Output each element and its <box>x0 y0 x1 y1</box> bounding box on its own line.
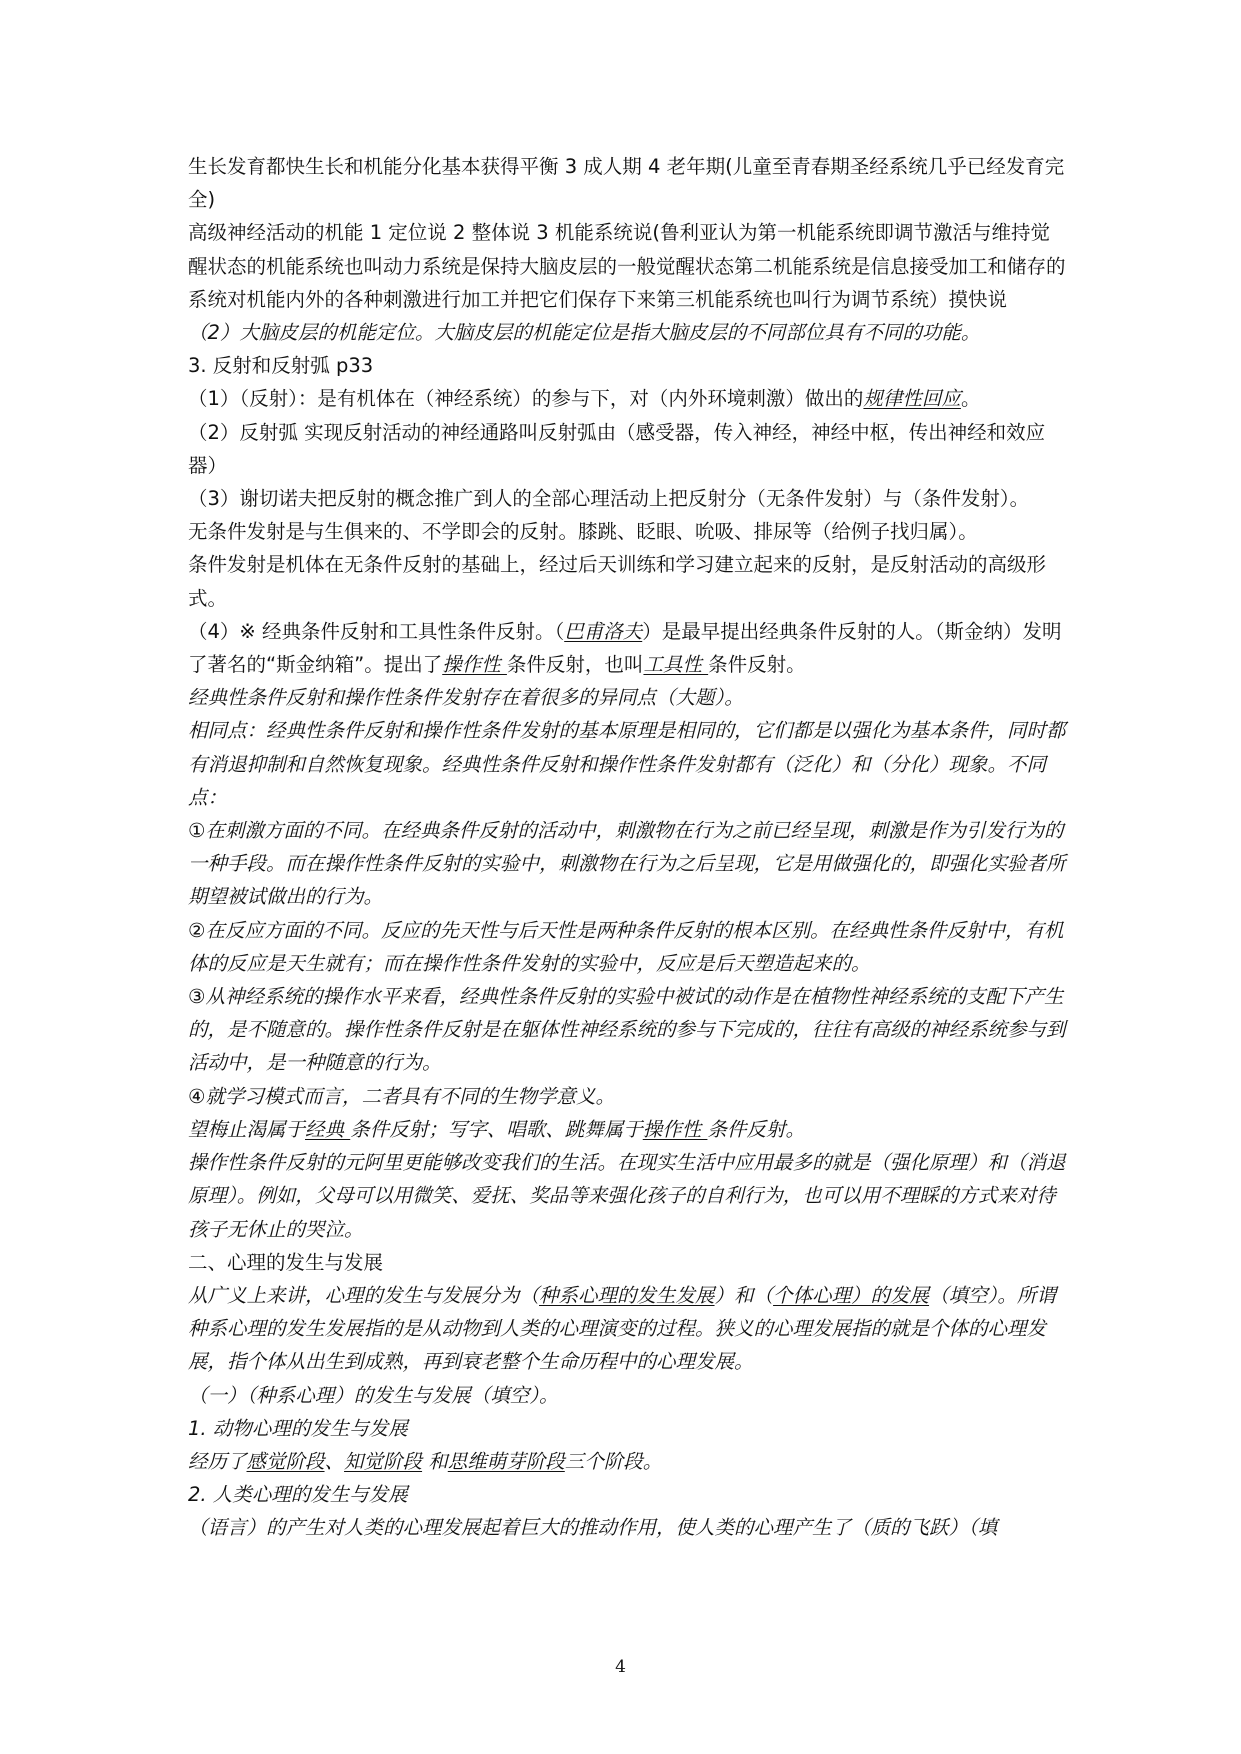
underlined-text: 操作性 <box>642 1117 708 1141</box>
text-run: （3）谢切诺夫把反射的概念推广到人的全部心理活动上把反射分（无条件发射）与（条件发射）。 <box>188 487 1030 511</box>
underlined-text: 规律性回应 <box>863 387 961 411</box>
text-run: 经典性条件反射和操作性条件发射存在着很多的异同点（大题）。 <box>188 686 744 710</box>
paragraph <box>188 1511 1068 1544</box>
paragraph <box>188 1080 1068 1113</box>
text-run: 操作性条件反射的元阿里更能够改变我们的生活。在现实生活中应用最多的就是（强化原理）和（消退原理）。例如，父母可以用微笑、爱抚、奖品等来强化孩子的自利行为，也可以用不理睬的方式来对待孩子无休止的哭泣。 <box>188 1151 1066 1241</box>
text-run: 3. 反射和反射弧 p33 <box>188 354 374 378</box>
paragraph <box>188 216 1068 316</box>
text-run: 2. 人类心理的发生与发展 <box>188 1483 408 1507</box>
paragraph <box>188 1246 1068 1279</box>
underlined-text: 知觉阶段 <box>344 1449 423 1473</box>
text-run: （一）（种系心理）的发生与发展（填空）。 <box>188 1383 559 1407</box>
paragraph <box>188 416 1068 482</box>
text-run: 三个阶段。 <box>564 1449 663 1473</box>
underlined-text: 工具性 <box>643 653 709 677</box>
paragraph <box>188 482 1068 515</box>
text-run: ）是最早提出经典条件反射的人。（斯金纳）发明了著名的“斯金纳箱”。提出了 <box>188 619 1062 677</box>
paragraph <box>188 349 1068 382</box>
paragraph <box>188 1379 1068 1412</box>
paragraph <box>188 914 1068 980</box>
text-run: ）和（ <box>714 1283 774 1307</box>
text-run: （填空）。所谓种系心理的发生发展指的是从动物到人类的心理演变的过程。狭义的心理发展指的就是个体的心理发展，指个体从出生到成熟，再到衰老整个生命历程中的心理发展。 <box>188 1283 1056 1374</box>
paragraph <box>188 150 1068 216</box>
paragraph <box>188 1445 1068 1478</box>
text-run: 条件反射，也叫 <box>506 653 644 677</box>
paragraph <box>188 1146 1068 1246</box>
underlined-text: 操作性 <box>442 653 507 677</box>
text-run: 经历了 <box>188 1449 247 1473</box>
text-run: 无条件发射是与生俱来的、不学即会的反射。膝跳、眨眼、吮吸、排尿等（给例子找归属）。 <box>188 520 978 544</box>
text-run: 条件反射。 <box>708 653 806 677</box>
text-run: 望梅止渴属于 <box>188 1117 306 1141</box>
paragraph <box>188 980 1068 1080</box>
text-run: （2）反射弧 实现反射活动的神经通路叫反射弧由（感受器，传入神经，神经中枢，传出神经和效应器） <box>188 420 1046 477</box>
underlined-text: 经典 <box>305 1117 351 1141</box>
text-run: ④就学习模式而言，二者具有不同的生物学意义。 <box>188 1084 615 1108</box>
paragraph <box>188 1113 1068 1146</box>
paragraph <box>188 1412 1068 1445</box>
underlined-text: 个体心理）的发展 <box>773 1283 930 1307</box>
paragraph <box>188 681 1068 714</box>
underlined-text: 种系心理的发生发展 <box>539 1283 715 1307</box>
text-run: （4）※ 经典条件反射和工具性条件反射。（ <box>188 619 565 643</box>
text-run: ①在刺激方面的不同。在经典条件反射的活动中，刺激物在行为之前已经呈现，刺激是作为引发行为的一种手段。而在操作性条件反射的实验中，刺激物在行为之后呈现，它是用做强化的，即强化实验者所期望被试做出的行为。 <box>188 819 1066 909</box>
paragraph <box>188 814 1068 914</box>
paragraph <box>188 382 1068 415</box>
text-run: 1. 动物心理的发生与发展 <box>188 1416 408 1440</box>
paragraph <box>188 515 1068 548</box>
underlined-text: 感觉阶段 <box>246 1449 325 1473</box>
document-body <box>188 150 1068 1545</box>
paragraph <box>188 1279 1068 1379</box>
text-run: 。 <box>960 387 981 411</box>
text-run: 条件反射。 <box>707 1117 805 1141</box>
text-run: 、 <box>324 1449 345 1473</box>
text-run: 生长发育都快生长和机能分化基本获得平衡 3 成人期 4 老年期(儿童至青春期圣经系统几乎已经发育完全) <box>188 155 1065 212</box>
paragraph <box>188 316 1068 349</box>
text-run: 条件发射是机体在无条件反射的基础上，经过后天训练和学习建立起来的反射，是反射活动的高级形式。 <box>188 553 1047 610</box>
page-number: 4 <box>615 1657 626 1677</box>
paragraph <box>188 1478 1068 1511</box>
text-run: 二、心理的发生与发展 <box>188 1250 384 1274</box>
text-run: 和 <box>422 1449 448 1473</box>
text-run: 条件反射；写字、唱歌、跳舞属于 <box>350 1117 643 1141</box>
text-run: （2）大脑皮层的机能定位。大脑皮层的机能定位是指大脑皮层的不同部位具有不同的功能。 <box>188 321 981 345</box>
text-run: 从广义上来讲，心理的发生与发展分为（ <box>188 1283 540 1307</box>
paragraph <box>188 615 1068 681</box>
text-run: ②在反应方面的不同。反应的先天性与后天性是两种条件反射的根本区别。在经典性条件反射中，有机体的反应是天生就有；而在操作性条件发射的实验中，反应是后天塑造起来的。 <box>188 918 1064 975</box>
text-run: 相同点：经典性条件反射和操作性条件发射的基本原理是相同的，它们都是以强化为基本条件，同时都有消退抑制和自然恢复现象。经典性条件反射和操作性条件发射都有（泛化）和（分化）现象。不同点： <box>188 719 1066 809</box>
paragraph <box>188 714 1068 814</box>
underlined-text: 巴甫洛夫 <box>564 619 643 643</box>
paragraph <box>188 548 1068 614</box>
underlined-text: 思维萌芽阶段 <box>447 1449 565 1473</box>
text-run: （语言）的产生对人类的心理发展起着巨大的推动作用，使人类的心理产生了（质的飞跃）（填 <box>188 1516 998 1540</box>
text-run: （1）（反射）：是有机体在（神经系统）的参与下，对（内外环境刺激）做出的 <box>188 387 864 411</box>
text-run: ③从神经系统的操作水平来看，经典性条件反射的实验中被试的动作是在植物性神经系统的支配下产生的，是不随意的。操作性条件反射是在躯体性神经系统的参与下完成的，往往有高级的神经系统参与到活动中，是一种随意的行为。 <box>188 985 1066 1075</box>
text-run: 高级神经活动的机能 1 定位说 2 整体说 3 机能系统说(鲁利亚认为第一机能系统即调节激活与维持觉醒状态的机能系统也叫动力系统是保持大脑皮层的一般觉醒状态第二机能系统是信息接受加工和储存的系统对机能内外的各种刺激进行加工并把它们保存下来第三机能系统也叫行为调节系统）摸快说 <box>188 221 1066 311</box>
